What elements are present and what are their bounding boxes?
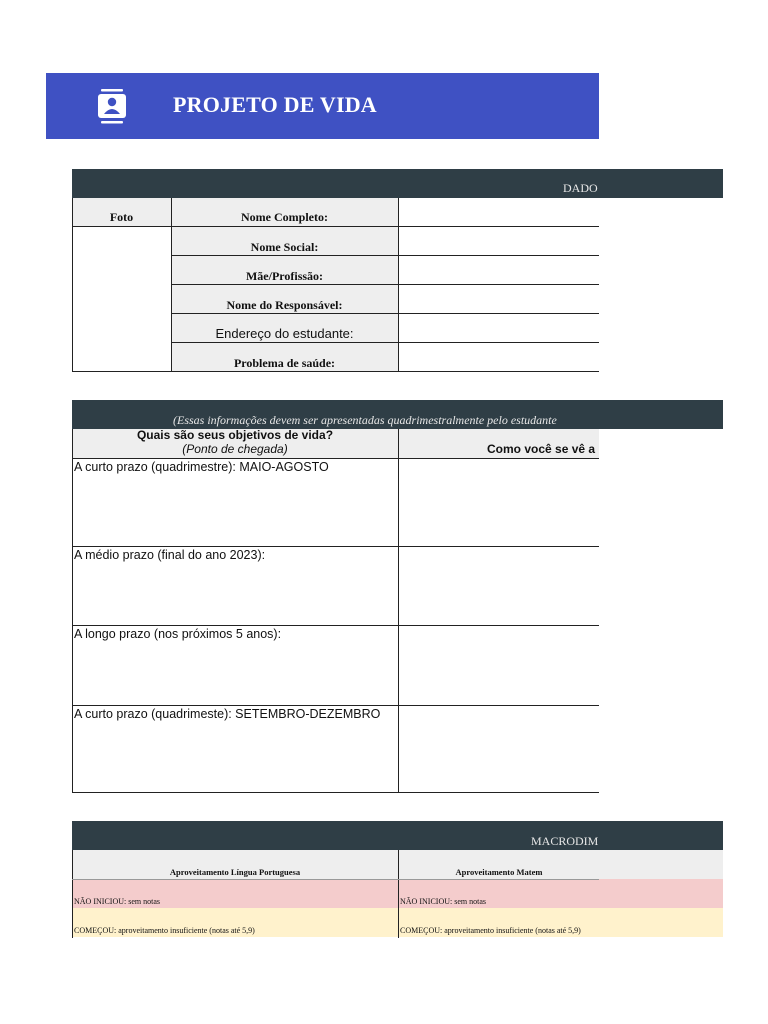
objetivos-note: (Essas informações devem ser apresentadas quadrimestralmente pelo estudante: [173, 413, 557, 427]
objetivos-col2-title: Como você se vê a: [487, 442, 596, 456]
dados-section-title: DADO: [563, 181, 598, 195]
grid-line: [398, 429, 399, 793]
objetivo-longo-prazo: A longo prazo (nos próximos 5 anos):: [74, 627, 282, 641]
mae-profissao-field[interactable]: [399, 256, 599, 284]
macro-row2-col1: COMEÇOU: aproveitamento insuficiente (notas até 5,9): [74, 926, 255, 935]
photo-label: Foto: [109, 210, 134, 224]
grid-line: [72, 198, 73, 372]
responsavel-field[interactable]: [399, 285, 599, 313]
grid-line: [72, 879, 599, 880]
objetivo-medio-prazo: A médio prazo (final do ano 2023):: [74, 548, 266, 562]
macro-row1-col1: NÃO INICIOU: sem notas: [74, 897, 160, 906]
macro-row2-col2: COMEÇOU: aproveitamento insuficiente (notas até 5,9): [400, 926, 581, 935]
grid-line: [398, 198, 399, 372]
autoimagem-field-4[interactable]: [399, 706, 599, 792]
field-label-endereco: Endereço do estudante:: [215, 326, 354, 341]
macro-row1-col2: NÃO INICIOU: sem notas: [400, 897, 486, 906]
grid-line: [171, 313, 599, 314]
macro-section-title: MACRODIM: [531, 834, 599, 848]
field-label-nome-completo: Nome Completo:: [241, 210, 328, 224]
autoimagem-field-1[interactable]: [399, 459, 599, 545]
autoimagem-field-2[interactable]: [399, 547, 599, 624]
grid-line: [72, 792, 599, 793]
problema-saude-field[interactable]: [399, 343, 599, 371]
objetivos-col1-subtitle: (Ponto de chegada): [182, 442, 288, 456]
photo-box[interactable]: [73, 227, 171, 371]
macro-section-bar: [72, 821, 723, 850]
field-label-nome-social: Nome Social:: [250, 240, 319, 254]
field-label-saude: Problema de saúde:: [233, 356, 336, 370]
grid-line: [171, 255, 599, 256]
grid-line: [72, 546, 599, 547]
nome-social-field[interactable]: [399, 227, 599, 255]
grid-line: [72, 850, 73, 938]
dados-section-bar: [72, 169, 723, 198]
autoimagem-field-3[interactable]: [399, 626, 599, 703]
field-label-mae-profissao: Mãe/Profissão:: [245, 269, 324, 283]
grid-line: [72, 625, 599, 626]
macro-col2-header: Aproveitamento Matem: [455, 867, 543, 877]
grid-line: [72, 705, 599, 706]
nome-completo-field[interactable]: [399, 199, 599, 226]
grid-line: [398, 850, 399, 938]
grid-line: [72, 458, 599, 459]
macro-col1-header: Aproveitamento Língua Portuguesa: [169, 867, 301, 877]
objetivo-curto-prazo-2: A curto prazo (quadrimeste): SETEMBRO-DEZEMBRO: [74, 707, 381, 721]
grid-line: [72, 226, 599, 227]
field-label-responsavel: Nome do Responsável:: [226, 298, 343, 312]
grid-line: [72, 429, 73, 793]
objetivo-curto-prazo-1: A curto prazo (quadrimestre): MAIO-AGOSTO: [74, 460, 329, 474]
grid-line: [171, 198, 172, 372]
contact-card-icon: [97, 89, 127, 125]
grid-line: [171, 342, 599, 343]
grid-line: [171, 284, 599, 285]
objetivos-col1-title: Quais são seus objetivos de vida?: [136, 428, 334, 442]
header-cutoff: [599, 429, 723, 458]
endereco-field[interactable]: [399, 314, 599, 342]
grid-line: [72, 371, 599, 372]
page-title: PROJETO DE VIDA: [173, 92, 377, 117]
